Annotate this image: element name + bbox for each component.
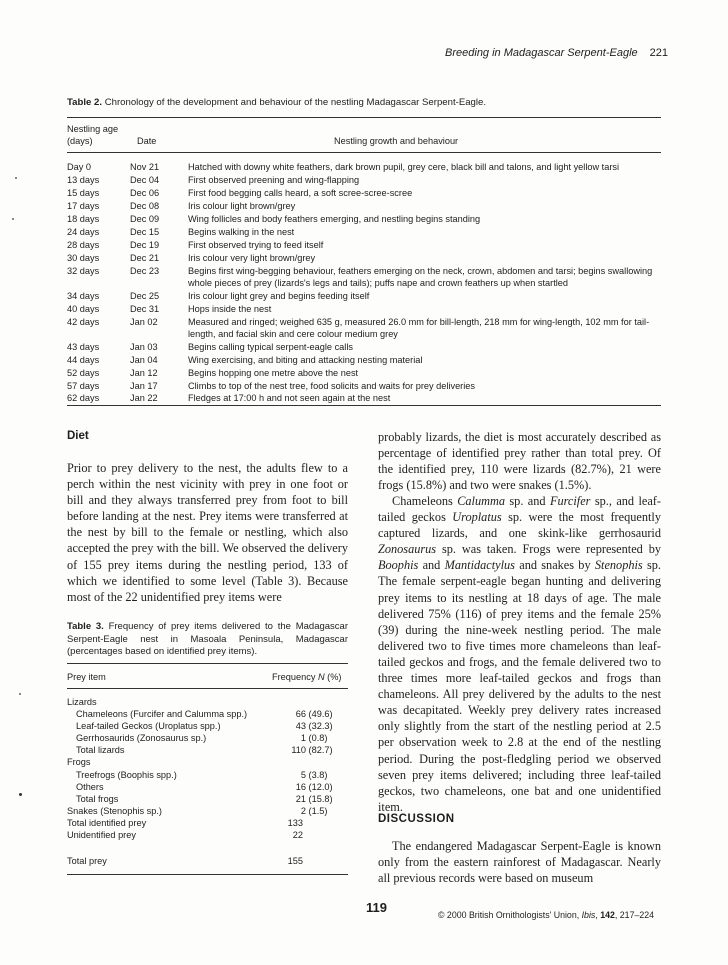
scan-speck bbox=[12, 218, 14, 220]
table2-col-age-line2: (days) bbox=[67, 136, 93, 146]
table3-frequency: 110 (82.7) bbox=[291, 745, 333, 755]
running-head bbox=[445, 47, 668, 59]
table2-age: 62 days bbox=[67, 393, 100, 403]
table3-item: Snakes (Stenophis sp.) bbox=[67, 806, 162, 816]
table3-item: Leaf-tailed Geckos (Uroplatus spp.) bbox=[76, 721, 221, 731]
table3-item: Gerrhosaurids (Zonosaurus sp.) bbox=[76, 733, 207, 743]
table2-age: 15 days bbox=[67, 188, 100, 198]
table3-item: Total prey bbox=[67, 856, 107, 866]
table3-header-rule bbox=[67, 688, 348, 689]
table2-behaviour: Begins first wing-begging behaviour, feathers emerging on the neck, crown, abdomen and tarsi; begins swallowing whole pieces of prey (lizards's legs and tails); puffs nape and crown feathers up when startled bbox=[188, 266, 653, 288]
table2-header-rule bbox=[67, 152, 661, 153]
table3-frequency: 66 (49.6) bbox=[295, 709, 333, 719]
table3-frequency: 155 bbox=[287, 856, 303, 866]
table3-item: Lizards bbox=[67, 697, 97, 707]
table3-frequency: 21 (15.8) bbox=[295, 794, 333, 804]
table3-frequency: 133 bbox=[287, 818, 303, 828]
table3-frequency: 16 (12.0) bbox=[295, 782, 333, 792]
table2-date: Dec 04 bbox=[130, 175, 160, 185]
table2-date: Dec 31 bbox=[130, 304, 160, 314]
table2-date: Jan 02 bbox=[130, 317, 158, 327]
table3-frequency: 5 (3.8) bbox=[300, 770, 328, 780]
table3-item: Total identified prey bbox=[67, 818, 147, 828]
copyright-credit: © 2000 British Ornithologists' Union, Ibis, 142, 217–224 bbox=[438, 910, 655, 920]
table2-behaviour: Wing follicles and body feathers emerging, and nestling begins standing bbox=[188, 214, 481, 224]
table2-age: 17 days bbox=[67, 201, 100, 211]
table2-age: 34 days bbox=[67, 291, 100, 301]
table2-age: 13 days bbox=[67, 175, 100, 185]
table3-frequency: 2 (1.5) bbox=[300, 806, 328, 816]
table3-bottom-rule bbox=[67, 874, 348, 875]
table2-behaviour: Iris colour light brown/grey bbox=[188, 201, 296, 211]
table3-caption-label: Table 3. bbox=[67, 621, 104, 632]
folio: 119 bbox=[366, 900, 387, 915]
table3-item: Total lizards bbox=[76, 745, 125, 755]
table3-top-rule bbox=[67, 663, 348, 664]
table3-frequency: 22 bbox=[292, 830, 303, 840]
page-number: 221 bbox=[649, 47, 668, 59]
table2-date: Dec 08 bbox=[130, 201, 160, 211]
table3-frequency: 1 (0.8) bbox=[300, 733, 328, 743]
table2-date: Dec 15 bbox=[130, 227, 160, 237]
table3-item: Frogs bbox=[67, 757, 91, 767]
table2-date: Jan 12 bbox=[130, 368, 158, 378]
table2-col-date: Date bbox=[137, 136, 157, 146]
table2-age: 52 days bbox=[67, 368, 100, 378]
table2-date: Jan 03 bbox=[130, 342, 158, 352]
table3-caption bbox=[67, 621, 348, 659]
table2-age: 32 days bbox=[67, 266, 100, 276]
table3-caption-text: Frequency of prey items delivered to the Madagascar Serpent-Eagle nest in Masoala Peninsula, Madagascar (percentages based on identified prey items). bbox=[67, 621, 348, 657]
table2-behaviour: Iris colour very light brown/grey bbox=[188, 253, 316, 263]
diet-heading: Diet bbox=[67, 430, 89, 442]
table2-date: Jan 04 bbox=[130, 355, 158, 365]
table2-date: Dec 19 bbox=[130, 240, 160, 250]
table2-behaviour: Wing exercising, and biting and attacking nesting material bbox=[188, 355, 423, 365]
table2-age: 28 days bbox=[67, 240, 100, 250]
running-head-title: Breeding in Madagascar Serpent-Eagle bbox=[445, 47, 638, 59]
table2-age: 30 days bbox=[67, 253, 100, 263]
table2-date: Dec 25 bbox=[130, 291, 160, 301]
table3-item: Chameleons (Furcifer and Calumma spp.) bbox=[76, 709, 248, 719]
scan-speck bbox=[15, 177, 17, 179]
table2-behaviour: Begins hopping one metre above the nest bbox=[188, 368, 359, 378]
table2-caption bbox=[67, 97, 667, 108]
table2-behaviour: Iris colour light grey and begins feeding itself bbox=[188, 291, 370, 301]
table2-date: Dec 09 bbox=[130, 214, 160, 224]
table2-bottom-rule bbox=[67, 405, 661, 406]
table2-col-behaviour: Nestling growth and behaviour bbox=[334, 136, 459, 146]
table3-item: Treefrogs (Boophis spp.) bbox=[76, 770, 177, 780]
table3-item: Unidentified prey bbox=[67, 830, 136, 840]
table2-behaviour: Fledges at 17:00 h and not seen again at the nest bbox=[188, 393, 391, 403]
discussion-paragraph: The endangered Madagascar Serpent-Eagle is known only from the eastern rainforest of Madagascar. Nearly all previous records were based on museum bbox=[378, 839, 661, 886]
table2-age: 43 days bbox=[67, 342, 100, 352]
table2-age: 44 days bbox=[67, 355, 100, 365]
scan-speck bbox=[19, 693, 21, 695]
table3-col-freq: Frequency N (%) bbox=[272, 672, 342, 682]
table2-age: 40 days bbox=[67, 304, 100, 314]
table2-behaviour: Begins walking in the nest bbox=[188, 227, 295, 237]
table2-behaviour: First food begging calls heard, a soft scree-scree-scree bbox=[188, 188, 413, 198]
table2-behaviour: Hops inside the nest bbox=[188, 304, 272, 314]
table2-behaviour: First observed preening and wing-flapping bbox=[188, 175, 360, 185]
diet-paragraph: Prior to prey delivery to the nest, the adults flew to a perch within the nest vicinity with prey in one foot or bill and they always transferred prey from foot to bill before landing at the nest. Prey items were transferred at the nest by bill to the female or nestling, which also accepted the prey with the bill. We observed the delivery of 155 prey items during the nestling period, 133 of which we identified to some level (Table 3). Because most of the 22 unidentified prey items were bbox=[67, 461, 348, 604]
table2-behaviour: Begins calling typical serpent-eagle calls bbox=[188, 342, 353, 352]
table2-date: Jan 22 bbox=[130, 393, 158, 403]
discussion-heading: DISCUSSION bbox=[378, 813, 455, 825]
table3-col-item: Prey item bbox=[67, 672, 106, 682]
table2-behaviour: Measured and ringed; weighed 635 g, measured 26.0 mm for bill-length, 218 mm for wing-length, 102 mm for tail-length, and facial skin and cere colour medium grey bbox=[188, 317, 650, 339]
table2-date: Dec 06 bbox=[130, 188, 160, 198]
table2-date: Dec 23 bbox=[130, 266, 160, 276]
table2-age: 57 days bbox=[67, 381, 100, 391]
table2-age: 42 days bbox=[67, 317, 100, 327]
table3-frequency: 43 (32.3) bbox=[295, 721, 333, 731]
table3-item: Others bbox=[76, 782, 104, 792]
table2-age: Day 0 bbox=[67, 162, 92, 172]
table2-age: 24 days bbox=[67, 227, 100, 237]
table2-top-rule bbox=[67, 117, 661, 118]
table3-item: Total frogs bbox=[76, 794, 119, 804]
table2-col-age-line1: Nestling age bbox=[67, 124, 119, 134]
table2-behaviour: Climbs to top of the nest tree, food solicits and waits for prey deliveries bbox=[188, 381, 475, 391]
table2-age: 18 days bbox=[67, 214, 100, 224]
scan-speck bbox=[19, 793, 22, 796]
table2-col-age bbox=[67, 123, 118, 147]
table2-date: Jan 17 bbox=[130, 381, 158, 391]
table2-behaviour: Hatched with downy white feathers, dark brown pupil, grey cere, black bill and talons, and light yellow tarsi bbox=[188, 162, 620, 172]
table2-caption-text: Chronology of the development and behaviour of the nestling Madagascar Serpent-Eagle. bbox=[104, 97, 487, 108]
table2-date: Dec 21 bbox=[130, 253, 160, 263]
table2-caption-label: Table 2. bbox=[67, 97, 103, 108]
right-paragraph-1: probably lizards, the diet is most accurately described as percentage of identified prey rather than total prey. Of the identified prey, 110 were lizards (82.7%), 21 were frogs (15.8%) and two were snakes (1.5%). bbox=[378, 430, 661, 493]
right-paragraph-2: Chameleons Calumma sp. and Furcifer sp., and leaf-tailed geckos Uroplatus sp. were the most frequently captured lizards, and one skink-like gerrhosaurid Zonosaurus sp. was taken. Frogs were represented by Boophis and Mantidactylus and snakes by Stenophis sp. The female serpent-eagle began hunting and delivering prey items to its nestling at 18 days of age. The male delivered 75% (116) of prey items and the female 25% (39) during the nine-week nestling period. The male delivered two to five times more chameleons than leaf-tailed geckos and frogs, and the female delivered two to three times more leaf-tailed geckos and frogs than chameleons. All prey delivered by the adults to the nest was decapitated. Weekly prey delivery rates increased only slightly from the start of the nestling period at 2.5 per observation week to 2.8 at the end of the nestling period. During the post-fledgling period we observed seven prey items delivered; including three leaf-tailed geckos, two chameleons, one bat and one unidentified item. bbox=[378, 494, 661, 814]
table2-behaviour: First observed trying to feed itself bbox=[188, 240, 324, 250]
table2-date: Nov 21 bbox=[130, 162, 160, 172]
